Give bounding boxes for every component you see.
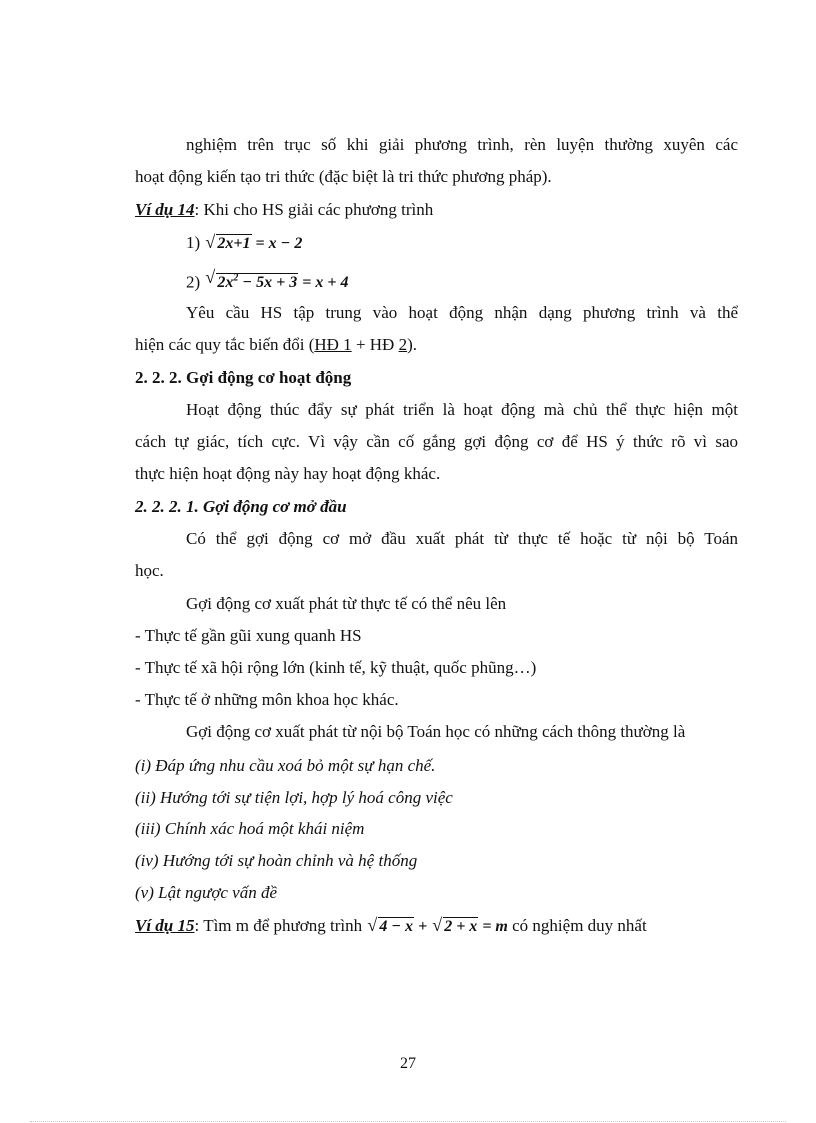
equation-radicand: 4 − x: [379, 918, 414, 935]
equation-rhs: = m: [478, 918, 508, 935]
bullet-item: - Thực tế ở những môn khoa học khác.: [135, 690, 399, 709]
bullet-item: - Thực tế gần gũi xung quanh HS: [135, 626, 362, 645]
equation-radicand: − 5x + 3: [238, 274, 298, 292]
section-heading-2-2-2: 2. 2. 2. Gợi động cơ hoạt động: [135, 368, 352, 387]
equation-rhs: = x − 2: [251, 235, 303, 252]
example-15-text: : Tìm m để phương trình: [194, 916, 367, 935]
paragraph-line: nghiệm trên trục số khi giải phương trình, rèn luyện thường xuyên các: [186, 135, 738, 154]
example-14-label: Ví dụ 14: [135, 200, 195, 219]
equation-2: [186, 267, 738, 295]
equation-number: 1): [186, 233, 201, 252]
text: ).: [407, 335, 418, 354]
section-heading-2-2-2-1: 2. 2. 2. 1. Gợi động cơ mở đầu: [135, 497, 347, 516]
paragraph-line: Gợi động cơ xuất phát từ nội bộ Toán học có những cách thông thường là: [186, 722, 686, 741]
equation-radicand: 2x+1: [217, 235, 251, 252]
paragraph-line: cách tự giác, tích cực. Vì vậy cần cố gắng gợi động cơ để HS ý thức rõ vì sao: [135, 432, 738, 451]
list-item: (i) Đáp ứng nhu cầu xoá bỏ một sự hạn chế.: [135, 756, 436, 775]
page-number: 27: [400, 1055, 416, 1072]
equation-operator: +: [414, 918, 432, 935]
paragraph-line: Yêu cầu HS tập trung vào hoạt động nhận dạng phương trình và thể: [186, 303, 738, 322]
footer-divider: [30, 1121, 786, 1122]
hd2-ref: 2: [398, 335, 408, 354]
example-15-label: Ví dụ 15: [135, 916, 195, 935]
paragraph-line: Gợi động cơ xuất phát từ thực tế có thể nêu lên: [186, 594, 507, 613]
equation-rhs: = x + 4: [298, 274, 349, 292]
example-15-text: có nghiệm duy nhất: [507, 916, 647, 935]
paragraph-line: học.: [135, 561, 164, 580]
paragraph-line: Có thể gợi động cơ mở đầu xuất phát từ thực tế hoặc từ nội bộ Toán: [186, 529, 738, 548]
paragraph-line: Hoạt động thúc đẩy sự phát triển là hoạt động mà chủ thể thực hiện một: [186, 400, 738, 419]
paragraph-line: hoạt động kiến tạo tri thức (đặc biệt là tri thức phương pháp).: [135, 167, 552, 186]
equation-radicand: 2 + x: [444, 918, 478, 935]
example-14-heading: [135, 198, 738, 222]
equation-number: 2): [186, 272, 201, 292]
example-14-text: : Khi cho HS giải các phương trình: [194, 200, 434, 219]
list-item: (iv) Hướng tới sự hoàn chỉnh và hệ thống: [135, 851, 418, 870]
bullet-item: - Thực tế xã hội rộng lớn (kinh tế, kỹ thuật, quốc phũng…): [135, 658, 537, 677]
list-item: (v) Lật ngược vấn đề: [135, 883, 278, 902]
text: hiện các quy tắc biến đổi (: [135, 335, 315, 354]
equation-radicand: 2x: [217, 274, 234, 292]
equation-1: [186, 231, 738, 256]
paragraph-line: [135, 333, 738, 357]
paragraph-line: thực hiện hoạt động này hay hoạt động khác.: [135, 464, 441, 483]
example-15-heading: [135, 914, 738, 939]
list-item: (ii) Hướng tới sự tiện lợi, hợp lý hoá công việc: [135, 788, 453, 807]
equation-exponent: 2: [233, 273, 239, 284]
hd1-ref: HĐ 1: [314, 335, 352, 354]
text: + HĐ: [351, 335, 399, 354]
list-item: (iii) Chính xác hoá một khái niệm: [135, 819, 365, 838]
